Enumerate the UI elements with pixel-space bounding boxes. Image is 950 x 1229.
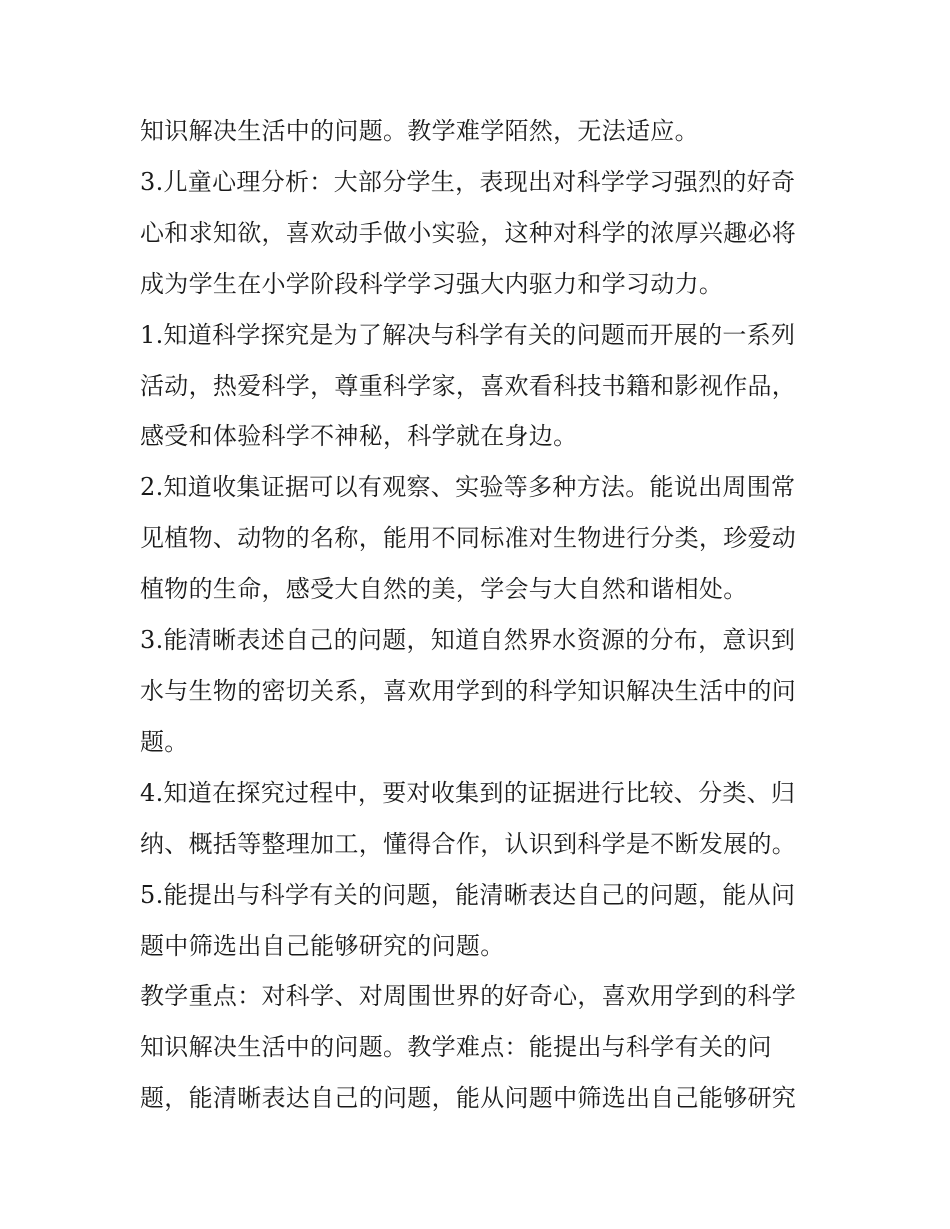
text-line: 植物的生命，感受大自然的美，学会与大自然和谐相处。: [140, 575, 748, 604]
text-line: 题中筛选出自己能够研究的问题。: [140, 931, 505, 960]
text-line: 感受和体验科学不神秘，科学就在身边。: [140, 422, 578, 451]
text-line: 1.知道科学探究是为了解决与科学有关的问题而开展的一系列: [140, 320, 796, 349]
text-line: 4.知道在探究过程中，要对收集到的证据进行比较、分类、归: [140, 778, 796, 807]
text-line: 5.能提出与科学有关的问题，能清晰表达自己的问题，能从问: [140, 880, 796, 909]
text-line: 知识解决生活中的问题。教学难学陌然，无法适应。: [140, 117, 699, 145]
text-line: 3.儿童心理分析：大部分学生，表现出对科学学习强烈的好奇: [140, 167, 796, 196]
text-line: 知识解决生活中的问题。教学难点：能提出与科学有关的问: [140, 1033, 772, 1062]
text-line: 活动，热爱科学，尊重科学家，喜欢看科技书籍和影视作品，: [140, 371, 797, 400]
document-body: [140, 106, 830, 1124]
text-line: 见植物、动物的名称，能用不同标准对生物进行分类，珍爱动: [140, 524, 797, 553]
text-line: 2.知道收集证据可以有观察、实验等多种方法。能说出周围常: [140, 473, 796, 502]
text-line: 纳、概括等整理加工，懂得合作，认识到科学是不断发展的。: [140, 829, 797, 858]
text-line: 题，能清晰表达自己的问题，能从问题中筛选出自己能够研究: [140, 1084, 797, 1113]
text-line: 题。: [140, 727, 189, 756]
text-line: 心和求知欲，喜欢动手做小实验，这种对科学的浓厚兴趣必将: [140, 218, 797, 247]
text-line: 水与生物的密切关系，喜欢用学到的科学知识解决生活中的问: [140, 676, 797, 705]
text-line: 成为学生在小学阶段科学学习强大内驱力和学习动力。: [140, 269, 724, 298]
text-line: 教学重点：对科学、对周围世界的好奇心，喜欢用学到的科学: [140, 982, 797, 1011]
text-line: 3.能清晰表述自己的问题，知道自然界水资源的分布，意识到: [140, 626, 796, 655]
